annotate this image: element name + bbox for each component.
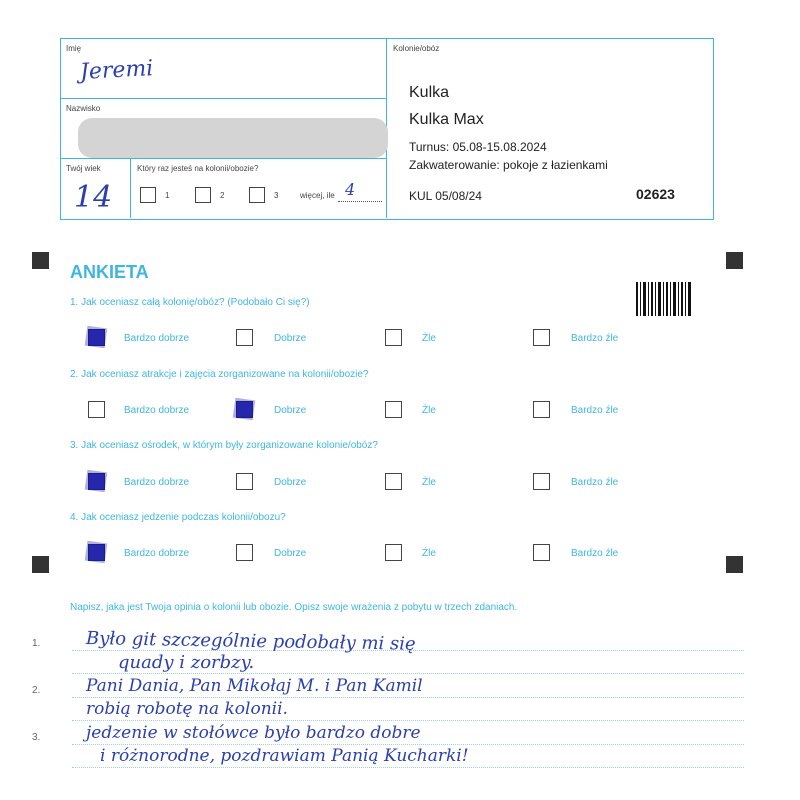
age-divider: [130, 158, 131, 218]
camp-label: Kolonie/obóz: [393, 44, 440, 53]
row-divider-2: [60, 158, 387, 159]
more-dotline: [338, 201, 382, 202]
question-1: 1. Jak oceniasz całą kolonię/obóz? (Podobało Ci się?): [70, 297, 310, 308]
answer-line-3: [72, 697, 744, 698]
q3-bardzo-dobrze-label: Bardzo dobrze: [124, 477, 190, 488]
q3-bardzo-zle-label: Bardzo źle: [571, 477, 619, 488]
q1-dobrze-checkbox[interactable]: [236, 329, 253, 346]
q1-dobrze-label: Dobrze: [274, 333, 307, 344]
row-divider-1: [60, 98, 387, 99]
more-label: więcej, ile: [300, 191, 335, 200]
q4-zle-label: Źle: [422, 548, 436, 559]
handwritten-line-1[interactable]: Było git szczególnie podobały mi się: [85, 628, 416, 655]
question-4: 4. Jak oceniasz jedzenie podczas kolonii/obozu?: [70, 512, 286, 523]
turnus: Turnus: 05.08-15.08.2024: [409, 140, 547, 154]
q1-zle-label: Źle: [422, 333, 436, 344]
q2-zle-label: Źle: [422, 405, 436, 416]
q4-zle-checkbox[interactable]: [385, 544, 402, 561]
survey-title: ANKIETA: [70, 262, 149, 282]
corner-marker-bl: [32, 556, 49, 573]
q4-bardzo-zle-checkbox[interactable]: [533, 544, 550, 561]
q1-zle-checkbox[interactable]: [385, 329, 402, 346]
corner-marker-tr: [726, 252, 743, 269]
first-name-value[interactable]: Jeremi: [79, 56, 154, 85]
last-name-label: Nazwisko: [66, 104, 101, 113]
q3-zle-checkbox[interactable]: [385, 473, 402, 490]
q3-dobrze-checkbox[interactable]: [236, 473, 253, 490]
camp-code: KUL 05/08/24: [409, 189, 482, 203]
accommodation: Zakwaterowanie: pokoje z łazienkami: [409, 158, 608, 172]
answer-line-5: [72, 744, 744, 745]
corner-marker-br: [726, 556, 743, 573]
q3-bardzo-zle-checkbox[interactable]: [533, 473, 550, 490]
q4-bardzo-dobrze-label: Bardzo dobrze: [124, 548, 190, 559]
q1-bardzo-dobrze-checkbox[interactable]: [88, 329, 105, 346]
q2-bardzo-dobrze-label: Bardzo dobrze: [124, 405, 190, 416]
question-2: 2. Jak oceniasz atrakcje i zajęcia zorganizowane na kolonii/obozie?: [70, 369, 369, 380]
more-value[interactable]: 4: [345, 180, 356, 199]
q2-bardzo-zle-checkbox[interactable]: [533, 401, 550, 418]
handwritten-line-2[interactable]: quady i zorbzy.: [118, 652, 255, 673]
q4-dobrze-label: Dobrze: [274, 548, 307, 559]
times-option-2: 2: [220, 191, 225, 200]
barcode: [636, 282, 692, 316]
times-option-1: 1: [165, 191, 170, 200]
camp-name: Kulka: [409, 84, 450, 101]
handwritten-line-3[interactable]: Pani Dania, Pan Mikołaj M. i Pan Kamil: [86, 676, 423, 696]
q4-dobrze-checkbox[interactable]: [236, 544, 253, 561]
opinion-prompt: Napisz, jaka jest Twoja opinia o kolonii lub obozie. Opisz swoje wrażenia z pobytu w trzech zdaniach.: [70, 602, 518, 613]
handwritten-line-4[interactable]: robią robotę na kolonii.: [86, 699, 288, 719]
age-value[interactable]: 14: [74, 180, 113, 215]
which-time-label: Który raz jesteś na kolonii/obozie?: [137, 164, 259, 173]
times-checkbox-3[interactable]: [249, 187, 265, 203]
first-name-label: Imię: [66, 44, 82, 53]
answer-line-6: [72, 767, 744, 768]
corner-marker-tl: [32, 252, 49, 269]
times-checkbox-2[interactable]: [195, 187, 211, 203]
answer-line-4: [72, 720, 744, 721]
handwritten-line-5[interactable]: jedzenie w stołówce było bardzo dobre: [86, 723, 421, 743]
camp-name-2: Kulka Max: [409, 111, 484, 128]
line-number-3: 3.: [32, 732, 41, 743]
q2-dobrze-label: Dobrze: [274, 405, 307, 416]
line-number-1: 1.: [32, 638, 41, 649]
last-name-redacted: [78, 118, 388, 158]
form-number: 02623: [636, 186, 675, 202]
age-label: Twój wiek: [66, 164, 101, 173]
answer-line-2: [72, 673, 744, 674]
times-checkbox-1[interactable]: [140, 187, 156, 203]
q3-dobrze-label: Dobrze: [274, 477, 307, 488]
q2-dobrze-checkbox[interactable]: [236, 401, 253, 418]
q1-bardzo-zle-label: Bardzo źle: [571, 333, 619, 344]
q3-zle-label: Źle: [422, 477, 436, 488]
q3-bardzo-dobrze-checkbox[interactable]: [88, 473, 105, 490]
line-number-2: 2.: [32, 685, 41, 696]
q2-bardzo-dobrze-checkbox[interactable]: [88, 401, 105, 418]
times-option-3: 3: [274, 191, 279, 200]
q1-bardzo-dobrze-label: Bardzo dobrze: [124, 333, 190, 344]
q4-bardzo-dobrze-checkbox[interactable]: [88, 544, 105, 561]
q4-bardzo-zle-label: Bardzo źle: [571, 548, 619, 559]
q2-zle-checkbox[interactable]: [385, 401, 402, 418]
question-3: 3. Jak oceniasz ośrodek, w którym były zorganizowane kolonie/obóz?: [70, 440, 378, 451]
q2-bardzo-zle-label: Bardzo źle: [571, 405, 619, 416]
handwritten-line-6[interactable]: i różnorodne, pozdrawiam Panią Kucharki!: [100, 746, 469, 766]
q1-bardzo-zle-checkbox[interactable]: [533, 329, 550, 346]
